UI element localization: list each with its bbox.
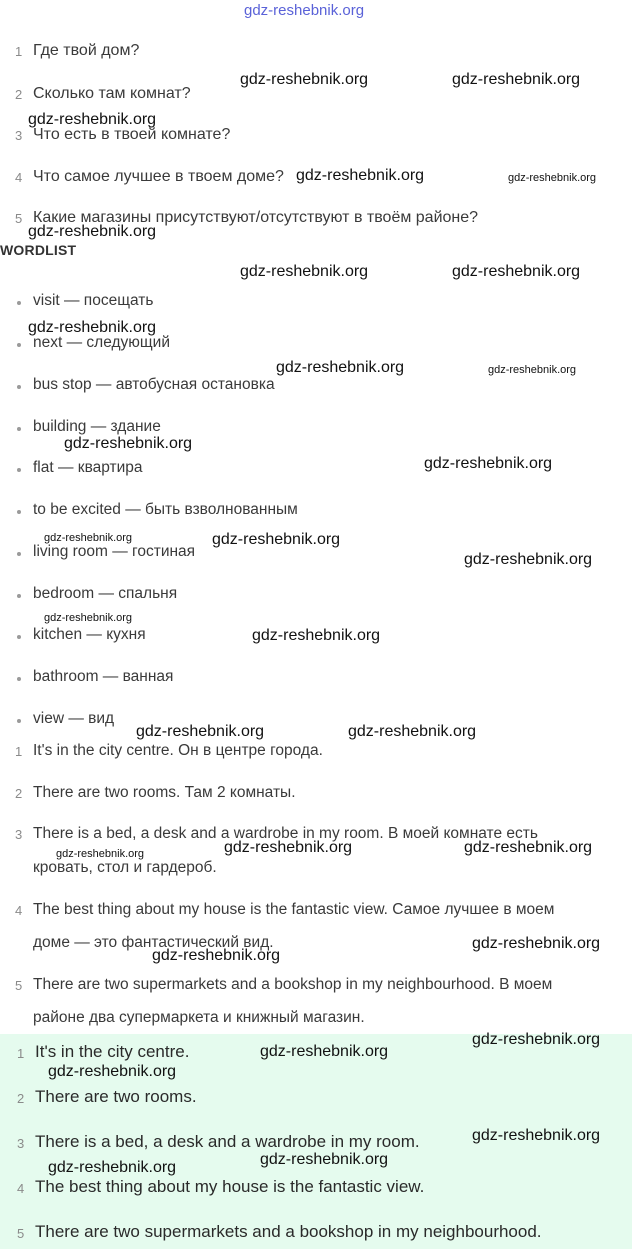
answer-line-continued: доме — это фантастический вид. <box>33 934 274 951</box>
bullet-icon <box>17 343 21 347</box>
bullet-icon <box>17 385 21 389</box>
answer-line: There are two supermarkets and a bookshop in my neighbourhood. В моем <box>33 976 553 993</box>
watermark: gdz-reshebnik.org <box>464 551 593 568</box>
question-number: 3 <box>15 128 23 143</box>
bullet-icon <box>17 468 21 472</box>
watermark: gdz-reshebnik.org <box>48 1159 177 1176</box>
bullet-icon <box>17 510 21 514</box>
answer-line: There are two rooms. Там 2 комнаты. <box>33 784 296 801</box>
wordlist-text: flat — квартира <box>33 459 143 476</box>
watermark: gdz-reshebnik.org <box>472 1031 601 1048</box>
watermark: gdz-reshebnik.org <box>212 531 341 548</box>
watermark: gdz-reshebnik.org <box>472 1127 601 1144</box>
watermark: gdz-reshebnik.org <box>240 263 369 280</box>
final-answer-text: There is a bed, a desk and a wardrobe in my room. <box>35 1132 420 1151</box>
final-answer-text: The best thing about my house is the fantastic view. <box>35 1177 425 1196</box>
watermark: gdz-reshebnik.org <box>296 167 425 184</box>
wordlist-text: view — вид <box>33 710 115 727</box>
question-text: Что самое лучшее в твоем доме? <box>33 168 284 185</box>
watermark: gdz-reshebnik.org <box>260 1151 389 1168</box>
watermark: gdz-reshebnik.org <box>152 947 281 964</box>
answer-number: 3 <box>15 827 23 842</box>
watermark: gdz-reshebnik.org <box>472 935 601 952</box>
watermark: gdz-reshebnik.org <box>488 364 577 376</box>
answer-line-continued: районе два супермаркета и книжный магазин. <box>33 1009 365 1026</box>
watermark: gdz-reshebnik.org <box>260 1043 389 1060</box>
bullet-icon <box>17 552 21 556</box>
answer-number: 4 <box>15 903 23 918</box>
final-answer-text: It's in the city centre. <box>35 1042 190 1061</box>
wordlist-heading: WORDLIST <box>0 242 77 258</box>
answer-line: It's in the city centre. Он в центре города. <box>33 742 323 759</box>
watermark: gdz-reshebnik.org <box>44 612 133 624</box>
final-answer-text: There are two supermarkets and a bookshop in my neighbourhood. <box>35 1222 542 1241</box>
watermark: gdz-reshebnik.org <box>424 455 553 472</box>
watermark: gdz-reshebnik.org <box>240 71 369 88</box>
watermark: gdz-reshebnik.org <box>44 532 133 544</box>
bullet-icon <box>17 594 21 598</box>
question-number: 5 <box>15 211 23 226</box>
watermark: gdz-reshebnik.org <box>64 435 193 452</box>
watermark: gdz-reshebnik.org <box>464 839 593 856</box>
bullet-icon <box>17 677 21 681</box>
watermark: gdz-reshebnik.org <box>28 223 157 240</box>
question-number: 2 <box>15 87 23 102</box>
question-text: Что есть в твоей комнате? <box>33 126 231 143</box>
final-answer-text: There are two rooms. <box>35 1087 197 1106</box>
watermark: gdz-reshebnik.org <box>452 71 581 88</box>
watermark: gdz-reshebnik.org <box>136 723 265 740</box>
watermark: gdz-reshebnik.org <box>28 319 157 336</box>
wordlist-text: building — здание <box>33 418 161 435</box>
answer-number: 5 <box>15 978 23 993</box>
watermark: gdz-reshebnik.org <box>508 172 597 184</box>
watermark: gdz-reshebnik.org <box>276 359 405 376</box>
final-answer-number: 4 <box>17 1181 25 1196</box>
wordlist-text: visit — посещать <box>33 292 154 309</box>
watermark: gdz-reshebnik.org <box>28 111 157 128</box>
wordlist-text: bus stop — автобусная остановка <box>33 376 275 393</box>
answer-line-continued: кровать, стол и гардероб. <box>33 859 217 876</box>
watermark: gdz-reshebnik.org <box>56 848 145 860</box>
final-answer-number: 1 <box>17 1046 25 1061</box>
question-text: Сколько там комнат? <box>33 85 191 102</box>
watermark: gdz-reshebnik.org <box>252 627 381 644</box>
answer-number: 1 <box>15 744 23 759</box>
bullet-icon <box>17 719 21 723</box>
watermark: gdz-reshebnik.org <box>224 839 353 856</box>
watermark: gdz-reshebnik.org <box>48 1063 177 1080</box>
wordlist-text: bedroom — спальня <box>33 585 178 602</box>
wordlist-text: bathroom — ванная <box>33 668 174 685</box>
wordlist-text: next — следующий <box>33 334 170 351</box>
question-number: 1 <box>15 44 23 59</box>
bullet-icon <box>17 635 21 639</box>
question-number: 4 <box>15 170 23 185</box>
answer-line: The best thing about my house is the fantastic view. Самое лучшее в моем <box>33 901 555 918</box>
watermark-top[interactable]: gdz-reshebnik.org <box>244 2 365 19</box>
watermark: gdz-reshebnik.org <box>348 723 477 740</box>
wordlist-text: to be excited — быть взволнованным <box>33 501 298 518</box>
wordlist-text: kitchen — кухня <box>33 626 146 643</box>
wordlist-text: living room — гостиная <box>33 543 196 560</box>
watermark: gdz-reshebnik.org <box>452 263 581 280</box>
question-text: Какие магазины присутствуют/отсутствуют в твоём районе? <box>33 209 479 226</box>
answer-line: There is a bed, a desk and a wardrobe in my room. В моей комнате есть <box>33 825 538 842</box>
final-answer-number: 5 <box>17 1226 25 1241</box>
final-answer-number: 3 <box>17 1136 25 1151</box>
bullet-icon <box>17 301 21 305</box>
question-text: Где твой дом? <box>33 42 140 59</box>
answer-number: 2 <box>15 786 23 801</box>
bullet-icon <box>17 427 21 431</box>
final-answer-number: 2 <box>17 1091 25 1106</box>
